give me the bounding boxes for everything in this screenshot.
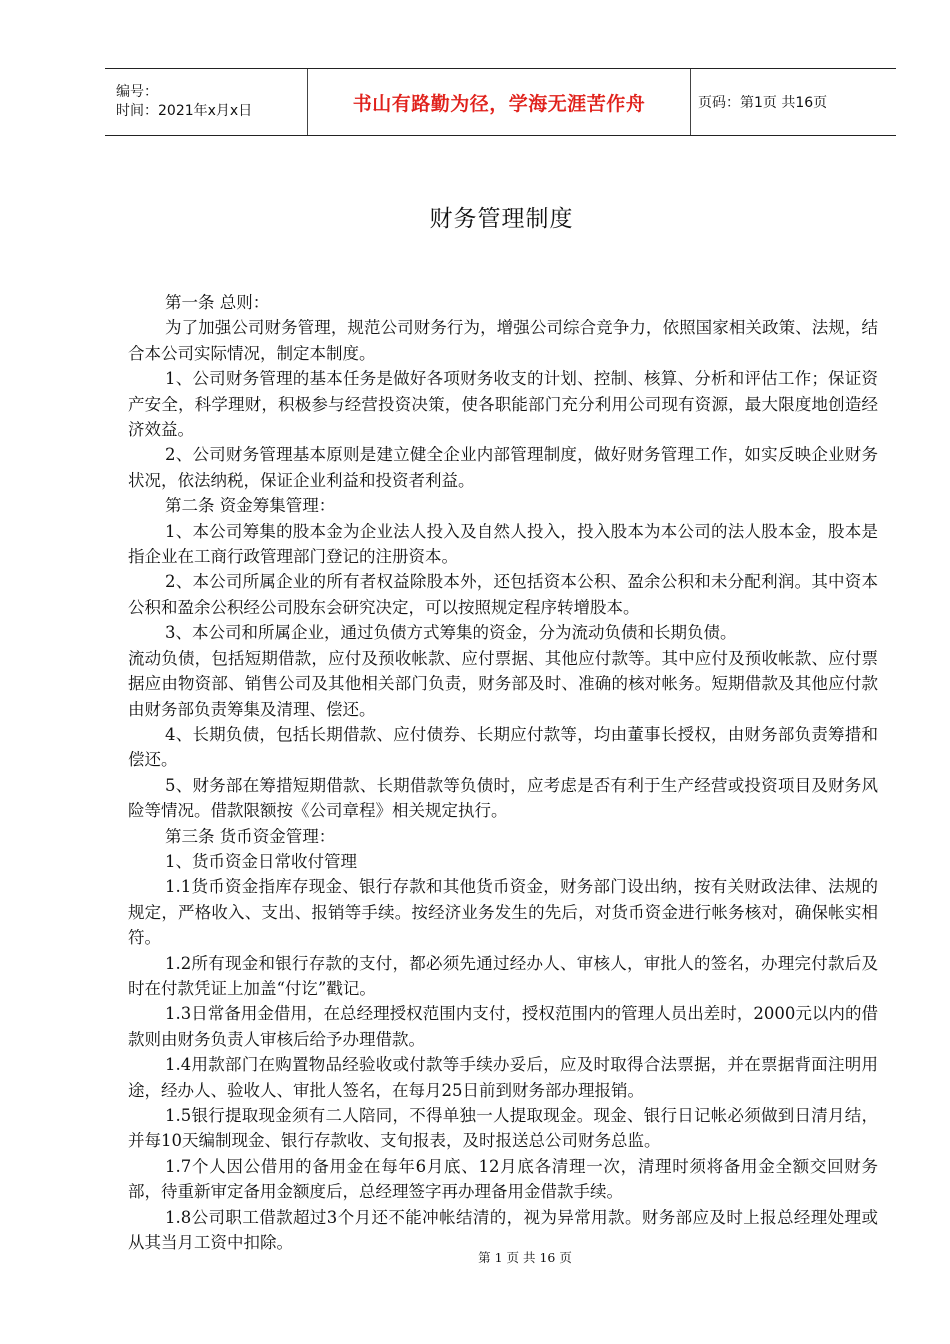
header-motto: 书山有路勤为径，学海无涯苦作舟: [352, 92, 646, 115]
body-paragraph: 为了加强公司财务管理，规范公司财务行为，增强公司综合竞争力，依照国家相关政策、法规，结合本公司实际情况，制定本制度。: [128, 318, 878, 363]
body-paragraph: 3、本公司和所属企业，通过负债方式筹集的资金，分为流动负债和长期负债。: [165, 623, 737, 643]
document-date-label: 时间：2021年x月x日: [116, 103, 253, 119]
body-paragraph: 2、公司财务管理基本原则是建立健全企业内部管理制度，做好财务管理工作，如实反映企业财务状况，依法纳税，保证企业利益和投资者利益。: [128, 445, 878, 490]
document-number-label: 编号：: [116, 84, 158, 100]
document-body: [128, 290, 878, 1255]
body-paragraph: 5、财务部在筹措短期借款、长期借款等负债时，应考虑是否有利于生产经营或投资项目及财务风险等情况。借款限额按《公司章程》相关规定执行。: [128, 775, 878, 821]
body-paragraph: 1.5银行提取现金须有二人陪同，不得单独一人提取现金。现金、银行日记帐必须做到日清月结，并每10天编制现金、银行存款收、支旬报表，及时报送总公司财务总监。: [128, 1106, 878, 1151]
body-paragraph: 2、本公司所属企业的所有者权益除股本外，还包括资本公积、盈余公积和未分配利润。其中资本公积和盈余公积经公司股东会研究决定，可以按照规定程序转增股本。: [128, 572, 878, 617]
body-paragraph: 第二条 资金筹集管理：: [165, 496, 336, 516]
body-paragraph: 第一条 总则：: [165, 293, 270, 312]
body-paragraph: 1.4用款部门在购置物品经验收或付款等手续办妥后，应及时取得合法票据，并在票据背面注明用途，经办人、验收人、审批人签名，在每月25日前到财务部办理报销。: [128, 1055, 878, 1100]
body-paragraph: 1.2所有现金和银行存款的支付，都必须先通过经办人、审核人，审批人的签名，办理完付款后及时在付款凭证上加盖“付讫”戳记。: [128, 953, 878, 998]
body-paragraph: 流动负债，包括短期借款，应付及预收帐款、应付票据、其他应付款等。其中应付及预收帐款、应付票据应由物资部、销售公司及其他相关部门负责，财务部及时、准确的核对帐务。短期借款及其他应付款由财务部负责筹集及清理、偿还。: [128, 648, 878, 719]
page-footer: 第 1 页 共 16 页: [478, 1250, 572, 1265]
body-paragraph: 1.8公司职工借款超过3个月还不能冲帐结清的，视为异常用款。财务部应及时上报总经理处理或从其当月工资中扣除。: [128, 1207, 878, 1253]
body-paragraph: 4、长期负债，包括长期借款、应付债券、长期应付款等，均由董事长授权，由财务部负责筹措和偿还。: [128, 724, 878, 770]
header-page-info: 页码：第1页 共16页: [698, 95, 828, 111]
body-paragraph: 1、公司财务管理的基本任务是做好各项财务收支的计划、控制、核算、分析和评估工作；保证资产安全，科学理财，积极参与经营投资决策，使各职能部门充分利用公司现有资源，最大限度地创造经济效益。: [128, 369, 878, 440]
header-page-info-cell: [691, 69, 896, 135]
body-paragraph: 1.7个人因公借用的备用金在每年6月底、12月底各清理一次，清理时须将备用金全额交回财务部，待重新审定备用金额度后，总经理签字再办理备用金借款手续。: [128, 1156, 878, 1202]
body-paragraph: 第三条 货币资金管理：: [165, 826, 336, 846]
header-meta: [105, 69, 308, 135]
body-paragraph: 1、货币资金日常收付管理: [165, 851, 357, 871]
document-title: 财务管理制度: [429, 206, 574, 232]
body-paragraph: 1.3日常备用金借用，在总经理授权范围内支付，授权范围内的管理人员出差时，2000元以内的借款则由财务负责人审核后给予办理借款。: [128, 1004, 878, 1049]
header-motto-cell: [308, 69, 691, 135]
body-paragraph: 1、本公司筹集的股本金为企业法人投入及自然人投入，投入股本为本公司的法人股本金，股本是指企业在工商行政管理部门登记的注册资本。: [128, 521, 878, 567]
body-paragraph: 1.1货币资金指库存现金、银行存款和其他货币资金，财务部门设出纳，按有关财政法律、法规的规定，严格收入、支出、报销等手续。按经济业务发生的先后，对货币资金进行帐务核对，确保帐实相符。: [128, 877, 878, 948]
page-header: [105, 68, 896, 136]
